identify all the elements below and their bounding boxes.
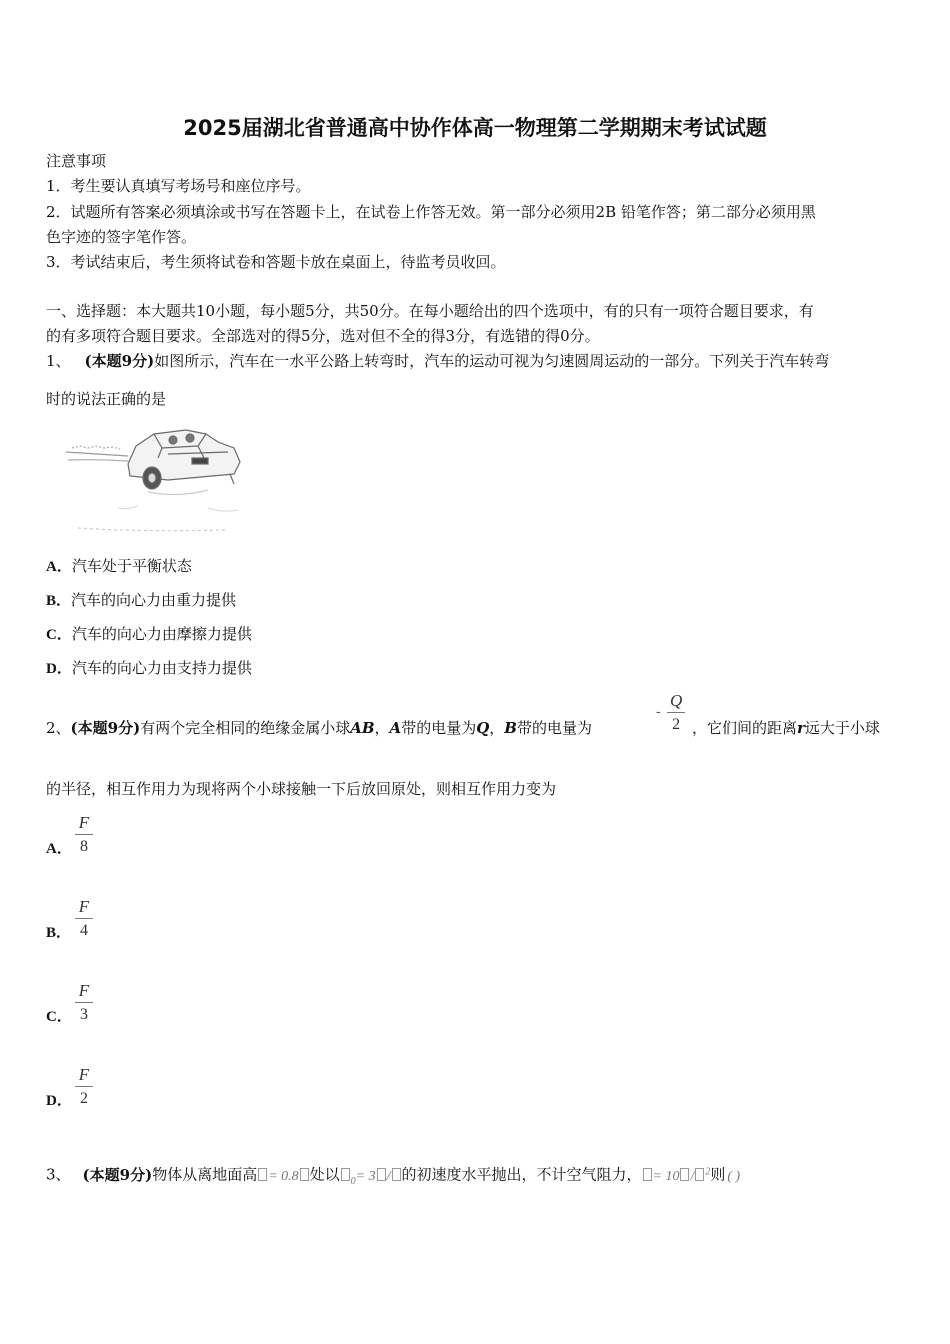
- notice-item: 色字迹的签字笔作答。: [46, 228, 197, 246]
- question-2-stem-tail: ，它们间的距离r远大于小球: [692, 719, 880, 737]
- car-turning-illustration: [58, 418, 248, 540]
- option-d-fraction: F 2: [75, 1066, 93, 1107]
- option-c[interactable]: C．: [46, 1009, 72, 1025]
- option-b-fraction: F 4: [75, 898, 93, 939]
- option-d[interactable]: D．汽车的向心力由支持力提供: [46, 659, 252, 677]
- option-b[interactable]: B．汽车的向心力由重力提供: [46, 591, 237, 609]
- section-instructions: 一、选择题：本大题共10小题，每小题5分，共50分。在每小题给出的四个选项中，有的只有一项符合题目要求，有: [46, 302, 814, 320]
- negative-sign: -: [656, 704, 661, 720]
- notice-heading: 注意事项: [46, 152, 107, 170]
- section-instructions: 的有多项符合题目要求。全部选对的得5分，选对但不全的得3分，有选错的得0分。: [46, 327, 600, 345]
- question-1-stem-cont: 时的说法正确的是: [46, 390, 167, 408]
- question-number: 1、: [46, 352, 71, 370]
- option-c-fraction: F 3: [75, 982, 93, 1023]
- notice-item: 1．考生要认真填写考场号和座位序号。: [46, 177, 311, 195]
- option-c[interactable]: C．汽车的向心力由摩擦力提供: [46, 625, 252, 643]
- charge-fraction: Q 2: [667, 692, 685, 733]
- notice-item: 3．考试结束后，考生须将试卷和答题卡放在桌面上，待监考员收回。: [46, 253, 506, 271]
- question-score: (本题9分): [84, 352, 155, 370]
- page-title: 2025届湖北省普通高中协作体高一物理第二学期期末考试试题: [183, 116, 767, 140]
- option-d[interactable]: D．: [46, 1093, 72, 1109]
- notice-item: 2．试题所有答案必须填涂或书写在答题卡上，在试卷上作答无效。第一部分必须用2B 铅笔作答；第二部分必须用黑: [46, 203, 816, 221]
- question-1-stem: [46, 351, 829, 371]
- question-3-stem: 3、 (本题9分)物体从离地面高 = 0.8 处以 $_0$= 3 / 的初速度水平抛出，不计空气阻力， = 10 / $^2$则 ( ): [46, 1165, 741, 1187]
- option-a[interactable]: A．汽车处于平衡状态: [46, 557, 192, 575]
- question-2-stem: 2、(本题9分)有两个完全相同的绝缘金属小球AB，A带的电量为Q，B带的电量为: [46, 719, 592, 737]
- question-2-stem-cont: 的半径，相互作用力为现将两个小球接触一下后放回原处，则相互作用力变为: [46, 780, 557, 798]
- option-a[interactable]: A．: [46, 841, 72, 857]
- option-b[interactable]: B．: [46, 925, 72, 941]
- option-a-fraction: F 8: [75, 814, 93, 855]
- question-text: 如图所示，汽车在一水平公路上转弯时，汽车的运动可视为匀速圆周运动的一部分。下列关于汽车转弯: [154, 352, 830, 370]
